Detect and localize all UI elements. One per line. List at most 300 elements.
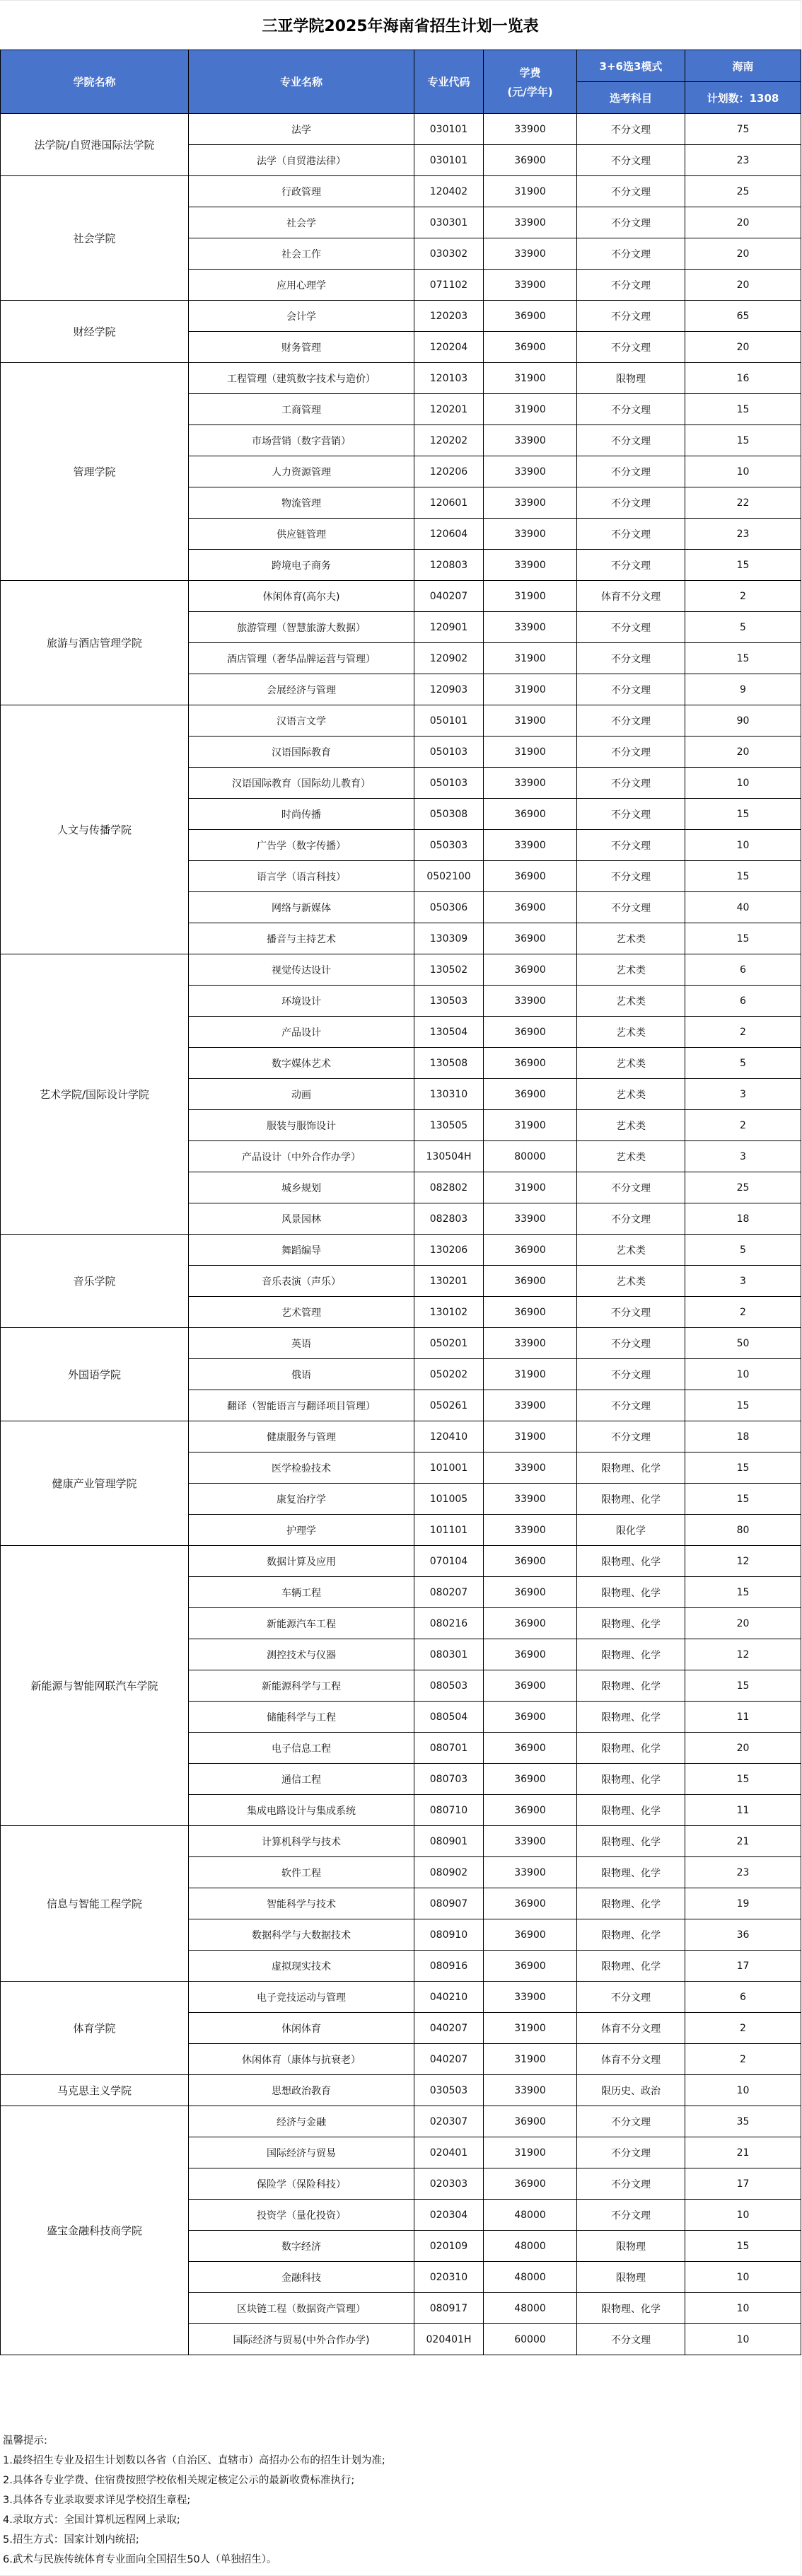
plan-count-cell: 6	[685, 954, 801, 986]
plan-count-cell: 23	[685, 1857, 801, 1888]
tuition-fee-cell: 31900	[484, 1172, 577, 1203]
tuition-fee-cell: 36900	[484, 1017, 577, 1048]
required-subjects-cell: 限物理、化学	[577, 1826, 685, 1857]
required-subjects-cell: 艺术类	[577, 1266, 685, 1297]
table-row	[1, 1982, 801, 2013]
required-subjects-cell: 限物理	[577, 2262, 685, 2293]
required-subjects-cell: 不分文理	[577, 1172, 685, 1203]
plan-count-cell: 36	[685, 1919, 801, 1951]
required-subjects-cell: 不分文理	[577, 207, 685, 238]
major-code-cell: 120206	[414, 456, 484, 487]
required-subjects-cell: 限物理、化学	[577, 1670, 685, 1702]
major-name-cell: 人力资源管理	[189, 456, 414, 487]
tuition-fee-cell: 60000	[484, 2324, 577, 2355]
major-name-cell: 广告学（数字传播）	[189, 830, 414, 861]
major-name-cell: 汉语国际教育（国际幼儿教育）	[189, 768, 414, 799]
major-code-cell: 050103	[414, 737, 484, 768]
required-subjects-cell: 不分文理	[577, 861, 685, 892]
major-code-cell: 040207	[414, 2013, 484, 2044]
required-subjects-cell: 艺术类	[577, 1141, 685, 1172]
tuition-fee-cell: 36900	[484, 1702, 577, 1733]
tuition-fee-cell: 48000	[484, 2293, 577, 2324]
tuition-fee-cell: 33900	[484, 487, 577, 519]
major-code-cell: 130310	[414, 1079, 484, 1110]
required-subjects-cell: 体育不分文理	[577, 2044, 685, 2075]
major-code-cell: 101001	[414, 1452, 484, 1484]
plan-count-cell: 18	[685, 1421, 801, 1452]
major-name-cell: 产品设计（中外合作办学）	[189, 1141, 414, 1172]
required-subjects-cell: 不分文理	[577, 768, 685, 799]
major-code-cell: 130201	[414, 1266, 484, 1297]
plan-count-cell: 5	[685, 612, 801, 643]
required-subjects-cell: 不分文理	[577, 487, 685, 519]
plan-count-cell: 15	[685, 861, 801, 892]
plan-count-cell: 15	[685, 1764, 801, 1795]
major-code-cell: 120202	[414, 425, 484, 456]
major-code-cell: 080917	[414, 2293, 484, 2324]
major-name-cell: 服装与服饰设计	[189, 1110, 414, 1141]
major-name-cell: 视觉传达设计	[189, 954, 414, 986]
major-code-cell: 130102	[414, 1297, 484, 1328]
major-code-cell: 050202	[414, 1359, 484, 1390]
college-name-cell: 马克思主义学院	[1, 2075, 189, 2106]
required-subjects-cell: 艺术类	[577, 1235, 685, 1266]
tuition-fee-cell: 31900	[484, 674, 577, 705]
major-code-cell: 120204	[414, 332, 484, 363]
required-subjects-cell: 不分文理	[577, 270, 685, 301]
major-name-cell: 会展经济与管理	[189, 674, 414, 705]
tuition-fee-cell: 36900	[484, 1079, 577, 1110]
major-code-cell: 120601	[414, 487, 484, 519]
tuition-fee-cell: 31900	[484, 363, 577, 394]
required-subjects-cell: 不分文理	[577, 332, 685, 363]
major-code-cell: 070104	[414, 1546, 484, 1577]
major-name-cell: 电子信息工程	[189, 1733, 414, 1764]
major-code-cell: 120903	[414, 674, 484, 705]
tuition-fee-cell: 36900	[484, 1608, 577, 1639]
major-name-cell: 会计学	[189, 301, 414, 332]
plan-count-cell: 15	[685, 799, 801, 830]
major-code-cell: 020401	[414, 2137, 484, 2168]
college-name-cell: 法学院/自贸港国际法学院	[1, 114, 189, 176]
plan-count-cell: 65	[685, 301, 801, 332]
plan-count-cell: 15	[685, 394, 801, 425]
tuition-fee-cell: 36900	[484, 2168, 577, 2200]
tuition-fee-cell: 36900	[484, 2106, 577, 2137]
major-code-cell: 120604	[414, 519, 484, 550]
tuition-fee-cell: 36900	[484, 1235, 577, 1266]
major-code-cell: 050306	[414, 892, 484, 923]
tuition-fee-cell: 33900	[484, 1484, 577, 1515]
major-name-cell: 市场营销（数字营销）	[189, 425, 414, 456]
required-subjects-cell: 不分文理	[577, 519, 685, 550]
plan-count-cell: 50	[685, 1328, 801, 1359]
major-name-cell: 旅游管理（智慧旅游大数据）	[189, 612, 414, 643]
enrollment-plan-table	[0, 50, 801, 2355]
college-name-cell: 新能源与智能网联汽车学院	[1, 1546, 189, 1826]
plan-count-cell: 10	[685, 2293, 801, 2324]
plan-count-cell: 15	[685, 1452, 801, 1484]
college-name-cell: 旅游与酒店管理学院	[1, 581, 189, 705]
required-subjects-cell: 限物理、化学	[577, 1733, 685, 1764]
required-subjects-cell: 不分文理	[577, 705, 685, 737]
major-name-cell: 投资学（量化投资）	[189, 2200, 414, 2231]
header-fee-unit: (元/学年)	[507, 85, 553, 98]
required-subjects-cell: 体育不分文理	[577, 581, 685, 612]
table-row	[1, 1235, 801, 1266]
tuition-fee-cell: 36900	[484, 861, 577, 892]
major-code-cell: 050101	[414, 705, 484, 737]
plan-count-cell: 20	[685, 332, 801, 363]
major-code-cell: 030301	[414, 207, 484, 238]
plan-count-cell: 10	[685, 830, 801, 861]
plan-count-cell: 20	[685, 1733, 801, 1764]
tuition-fee-cell: 36900	[484, 301, 577, 332]
major-code-cell: 120201	[414, 394, 484, 425]
required-subjects-cell: 限化学	[577, 1515, 685, 1546]
tuition-fee-cell: 36900	[484, 1048, 577, 1079]
required-subjects-cell: 限历史、政治	[577, 2075, 685, 2106]
major-code-cell: 080504	[414, 1702, 484, 1733]
note-item: 1.最终招生专业及招生计划数以各省（自治区、直辖市）高招办公布的招生计划为准;	[3, 2455, 385, 2466]
major-name-cell: 音乐表演（声乐）	[189, 1266, 414, 1297]
major-code-cell: 130504H	[414, 1141, 484, 1172]
major-code-cell: 020401H	[414, 2324, 484, 2355]
tuition-fee-cell: 36900	[484, 1546, 577, 1577]
major-name-cell: 金融科技	[189, 2262, 414, 2293]
major-code-cell: 080901	[414, 1826, 484, 1857]
plan-count-cell: 15	[685, 1484, 801, 1515]
required-subjects-cell: 艺术类	[577, 986, 685, 1017]
plan-count-cell: 3	[685, 1266, 801, 1297]
plan-count-cell: 17	[685, 1951, 801, 1982]
major-name-cell: 舞蹈编导	[189, 1235, 414, 1266]
major-name-cell: 数字媒体艺术	[189, 1048, 414, 1079]
plan-count-cell: 2	[685, 2044, 801, 2075]
table-row	[1, 954, 801, 986]
major-code-cell: 050308	[414, 799, 484, 830]
plan-count-cell: 90	[685, 705, 801, 737]
major-code-cell: 080902	[414, 1857, 484, 1888]
required-subjects-cell: 不分文理	[577, 301, 685, 332]
major-code-cell: 130503	[414, 986, 484, 1017]
major-code-cell: 120103	[414, 363, 484, 394]
table-row	[1, 301, 801, 332]
major-name-cell: 动画	[189, 1079, 414, 1110]
notes-heading: 温馨提示:	[3, 2435, 47, 2447]
major-name-cell: 财务管理	[189, 332, 414, 363]
tuition-fee-cell: 31900	[484, 2137, 577, 2168]
table-row	[1, 581, 801, 612]
major-name-cell: 医学检验技术	[189, 1452, 414, 1484]
required-subjects-cell: 不分文理	[577, 1297, 685, 1328]
tuition-fee-cell: 36900	[484, 1297, 577, 1328]
college-name-cell: 财经学院	[1, 301, 189, 363]
plan-count-cell: 23	[685, 519, 801, 550]
tuition-fee-cell: 33900	[484, 1826, 577, 1857]
plan-count-cell: 10	[685, 2324, 801, 2355]
tuition-fee-cell: 36900	[484, 1733, 577, 1764]
required-subjects-cell: 不分文理	[577, 1390, 685, 1421]
note-item: 2.具体各专业学费、住宿费按照学校依相关规定核定公示的最新收费标准执行;	[3, 2475, 355, 2486]
plan-count-cell: 20	[685, 207, 801, 238]
tuition-fee-cell: 48000	[484, 2231, 577, 2262]
major-name-cell: 工程管理（建筑数字技术与造价）	[189, 363, 414, 394]
college-name-cell: 社会学院	[1, 176, 189, 301]
tuition-fee-cell: 48000	[484, 2200, 577, 2231]
plan-count-cell: 12	[685, 1546, 801, 1577]
plan-count-cell: 15	[685, 643, 801, 674]
tuition-fee-cell: 33900	[484, 238, 577, 270]
table-header	[1, 50, 801, 114]
required-subjects-cell: 不分文理	[577, 892, 685, 923]
major-name-cell: 法学	[189, 114, 414, 145]
plan-count-cell: 3	[685, 1141, 801, 1172]
major-name-cell: 集成电路设计与集成系统	[189, 1795, 414, 1826]
major-name-cell: 健康服务与管理	[189, 1421, 414, 1452]
major-code-cell: 080710	[414, 1795, 484, 1826]
tuition-fee-cell: 36900	[484, 1795, 577, 1826]
required-subjects-cell: 不分文理	[577, 2324, 685, 2355]
required-subjects-cell: 限物理、化学	[577, 1639, 685, 1670]
tuition-fee-cell: 33900	[484, 114, 577, 145]
tuition-fee-cell: 36900	[484, 1764, 577, 1795]
plan-count-cell: 15	[685, 550, 801, 581]
tuition-fee-cell: 33900	[484, 519, 577, 550]
plan-count-cell: 2	[685, 581, 801, 612]
tuition-fee-cell: 33900	[484, 1203, 577, 1235]
required-subjects-cell: 不分文理	[577, 456, 685, 487]
required-subjects-cell: 不分文理	[577, 674, 685, 705]
tuition-fee-cell: 33900	[484, 1452, 577, 1484]
table-row	[1, 1546, 801, 1577]
plan-count-cell: 10	[685, 2262, 801, 2293]
major-name-cell: 保险学（保险科技）	[189, 2168, 414, 2200]
major-name-cell: 国际经济与贸易(中外合作办学)	[189, 2324, 414, 2355]
tuition-fee-cell: 36900	[484, 1888, 577, 1919]
major-name-cell: 通信工程	[189, 1764, 414, 1795]
major-name-cell: 休闲体育(高尔夫)	[189, 581, 414, 612]
plan-count-cell: 12	[685, 1639, 801, 1670]
major-code-cell: 020310	[414, 2262, 484, 2293]
major-name-cell: 康复治疗学	[189, 1484, 414, 1515]
plan-count-cell: 20	[685, 270, 801, 301]
major-code-cell: 130504	[414, 1017, 484, 1048]
tuition-fee-cell: 36900	[484, 1951, 577, 1982]
tuition-fee-cell: 31900	[484, 581, 577, 612]
tuition-fee-cell: 33900	[484, 270, 577, 301]
plan-count-cell: 6	[685, 986, 801, 1017]
major-code-cell: 050261	[414, 1390, 484, 1421]
major-name-cell: 社会学	[189, 207, 414, 238]
plan-count-cell: 21	[685, 1826, 801, 1857]
plan-count-cell: 75	[685, 114, 801, 145]
required-subjects-cell: 不分文理	[577, 799, 685, 830]
major-name-cell: 工商管理	[189, 394, 414, 425]
major-name-cell: 车辆工程	[189, 1577, 414, 1608]
plan-count-cell: 15	[685, 923, 801, 954]
tuition-fee-cell: 31900	[484, 643, 577, 674]
note-item: 5.招生方式：国家计划内统招;	[3, 2534, 139, 2546]
required-subjects-cell: 限物理、化学	[577, 1546, 685, 1577]
plan-count-cell: 25	[685, 1172, 801, 1203]
major-code-cell: 050201	[414, 1328, 484, 1359]
tuition-fee-cell: 31900	[484, 2044, 577, 2075]
plan-count-cell: 2	[685, 1297, 801, 1328]
major-code-cell: 080703	[414, 1764, 484, 1795]
required-subjects-cell: 限物理、化学	[577, 1888, 685, 1919]
major-name-cell: 软件工程	[189, 1857, 414, 1888]
required-subjects-cell: 艺术类	[577, 1079, 685, 1110]
required-subjects-cell: 限物理、化学	[577, 1795, 685, 1826]
required-subjects-cell: 不分文理	[577, 1328, 685, 1359]
required-subjects-cell: 不分文理	[577, 425, 685, 456]
tuition-fee-cell: 33900	[484, 612, 577, 643]
major-code-cell: 071102	[414, 270, 484, 301]
tuition-fee-cell: 33900	[484, 1390, 577, 1421]
required-subjects-cell: 不分文理	[577, 2168, 685, 2200]
plan-count-cell: 11	[685, 1702, 801, 1733]
required-subjects-cell: 限物理、化学	[577, 1608, 685, 1639]
tuition-fee-cell: 31900	[484, 394, 577, 425]
required-subjects-cell: 艺术类	[577, 1048, 685, 1079]
tuition-fee-cell: 31900	[484, 1421, 577, 1452]
major-code-cell: 020307	[414, 2106, 484, 2137]
notes-section	[3, 2431, 795, 2570]
plan-count-cell: 16	[685, 363, 801, 394]
plan-count-cell: 9	[685, 674, 801, 705]
major-name-cell: 数据计算及应用	[189, 1546, 414, 1577]
major-code-cell: 030101	[414, 114, 484, 145]
header-province: 海南	[685, 50, 801, 82]
major-name-cell: 思想政治教育	[189, 2075, 414, 2106]
table-row	[1, 2075, 801, 2106]
college-name-cell: 健康产业管理学院	[1, 1421, 189, 1546]
plan-count-cell: 18	[685, 1203, 801, 1235]
table-row	[1, 114, 801, 145]
major-name-cell: 环境设计	[189, 986, 414, 1017]
major-name-cell: 网络与新媒体	[189, 892, 414, 923]
major-code-cell: 130502	[414, 954, 484, 986]
tuition-fee-cell: 36900	[484, 1919, 577, 1951]
college-name-cell: 盛宝金融科技商学院	[1, 2106, 189, 2355]
tuition-fee-cell: 48000	[484, 2262, 577, 2293]
required-subjects-cell: 限物理、化学	[577, 1577, 685, 1608]
major-name-cell: 电子竞技运动与管理	[189, 1982, 414, 2013]
tuition-fee-cell: 80000	[484, 1141, 577, 1172]
major-code-cell: 020304	[414, 2200, 484, 2231]
plan-count-cell: 10	[685, 2075, 801, 2106]
required-subjects-cell: 不分文理	[577, 737, 685, 768]
plan-count-cell: 15	[685, 1670, 801, 1702]
tuition-fee-cell: 33900	[484, 986, 577, 1017]
tuition-fee-cell: 36900	[484, 1577, 577, 1608]
required-subjects-cell: 不分文理	[577, 1359, 685, 1390]
college-name-cell: 外国语学院	[1, 1328, 189, 1421]
major-name-cell: 应用心理学	[189, 270, 414, 301]
table-row	[1, 1421, 801, 1452]
required-subjects-cell: 不分文理	[577, 238, 685, 270]
tuition-fee-cell: 33900	[484, 425, 577, 456]
table-row	[1, 1328, 801, 1359]
tuition-fee-cell: 33900	[484, 550, 577, 581]
major-code-cell: 120901	[414, 612, 484, 643]
header-fee-label: 学费	[519, 66, 541, 79]
plan-count-cell: 3	[685, 1079, 801, 1110]
header-code: 专业代码	[414, 50, 484, 114]
header-plan-total: 计划数：1308	[685, 82, 801, 114]
required-subjects-cell: 不分文理	[577, 1421, 685, 1452]
required-subjects-cell: 不分文理	[577, 114, 685, 145]
plan-count-cell: 6	[685, 1982, 801, 2013]
plan-count-cell: 15	[685, 1390, 801, 1421]
major-name-cell: 社会工作	[189, 238, 414, 270]
major-name-cell: 俄语	[189, 1359, 414, 1390]
note-item: 6.武术与民族传统体育专业面向全国招生50人（单独招生）。	[3, 2554, 277, 2565]
note-item: 4.录取方式：全国计算机远程网上录取;	[3, 2514, 180, 2526]
required-subjects-cell: 不分文理	[577, 394, 685, 425]
major-name-cell: 物流管理	[189, 487, 414, 519]
major-name-cell: 艺术管理	[189, 1297, 414, 1328]
major-name-cell: 数据科学与大数据技术	[189, 1919, 414, 1951]
required-subjects-cell: 限物理、化学	[577, 1919, 685, 1951]
plan-count-cell: 10	[685, 2200, 801, 2231]
major-name-cell: 储能科学与工程	[189, 1702, 414, 1733]
major-name-cell: 数字经济	[189, 2231, 414, 2262]
major-name-cell: 休闲体育	[189, 2013, 414, 2044]
plan-count-cell: 15	[685, 425, 801, 456]
tuition-fee-cell: 33900	[484, 830, 577, 861]
college-name-cell: 管理学院	[1, 363, 189, 581]
required-subjects-cell: 艺术类	[577, 923, 685, 954]
plan-count-cell: 2	[685, 1110, 801, 1141]
major-name-cell: 虚拟现实技术	[189, 1951, 414, 1982]
tuition-fee-cell: 33900	[484, 456, 577, 487]
required-subjects-cell: 艺术类	[577, 954, 685, 986]
table-row	[1, 176, 801, 207]
major-name-cell: 翻译（智能语言与翻译项目管理）	[189, 1390, 414, 1421]
required-subjects-cell: 艺术类	[577, 1017, 685, 1048]
major-name-cell: 行政管理	[189, 176, 414, 207]
college-name-cell: 体育学院	[1, 1982, 189, 2075]
tuition-fee-cell: 36900	[484, 1639, 577, 1670]
major-name-cell: 新能源科学与工程	[189, 1670, 414, 1702]
major-name-cell: 汉语言文学	[189, 705, 414, 737]
required-subjects-cell: 不分文理	[577, 145, 685, 176]
required-subjects-cell: 不分文理	[577, 1203, 685, 1235]
plan-count-cell: 5	[685, 1048, 801, 1079]
major-name-cell: 城乡规划	[189, 1172, 414, 1203]
major-name-cell: 国际经济与贸易	[189, 2137, 414, 2168]
required-subjects-cell: 不分文理	[577, 612, 685, 643]
major-code-cell: 120803	[414, 550, 484, 581]
major-code-cell: 050303	[414, 830, 484, 861]
tuition-fee-cell: 33900	[484, 2075, 577, 2106]
tuition-fee-cell: 33900	[484, 768, 577, 799]
required-subjects-cell: 限物理、化学	[577, 1857, 685, 1888]
major-code-cell: 080207	[414, 1577, 484, 1608]
major-name-cell: 供应链管理	[189, 519, 414, 550]
college-name-cell: 信息与智能工程学院	[1, 1826, 189, 1982]
plan-count-cell: 17	[685, 2168, 801, 2200]
tuition-fee-cell: 33900	[484, 207, 577, 238]
tuition-fee-cell: 36900	[484, 145, 577, 176]
major-code-cell: 130309	[414, 923, 484, 954]
required-subjects-cell: 限物理、化学	[577, 1702, 685, 1733]
table-row	[1, 363, 801, 394]
required-subjects-cell: 艺术类	[577, 1110, 685, 1141]
required-subjects-cell: 不分文理	[577, 830, 685, 861]
